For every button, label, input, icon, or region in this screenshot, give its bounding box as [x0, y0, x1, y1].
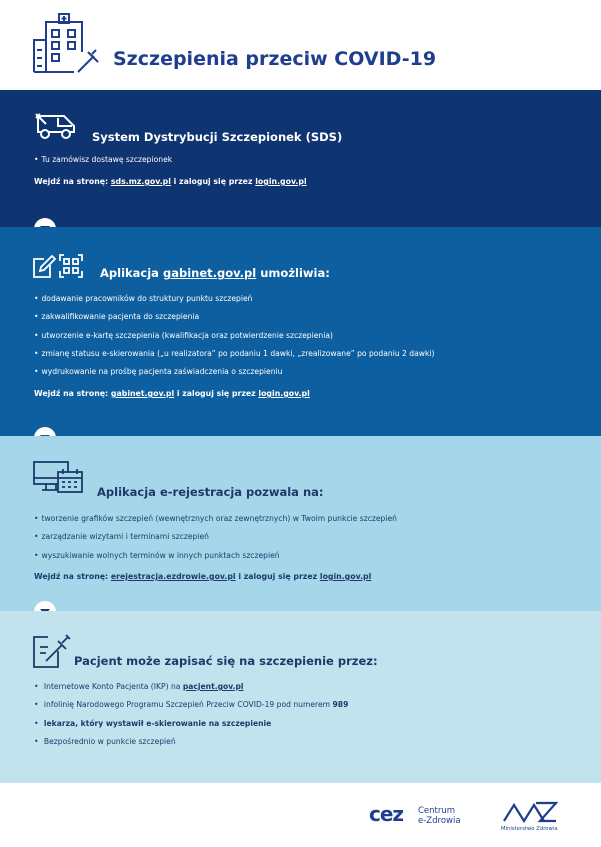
- cez-logo: cez: [369, 802, 404, 826]
- section-title: Aplikacja e-rejestracja pozwala na:: [97, 485, 324, 499]
- sds-list: [34, 154, 172, 172]
- visit-line: [34, 177, 307, 186]
- login-link[interactable]: login.gov.pl: [319, 572, 372, 581]
- monitor-calendar-icon: [32, 460, 86, 496]
- cez-line1: Centrum: [418, 806, 456, 816]
- gabinet-list: [34, 293, 434, 384]
- sds-link[interactable]: sds.mz.gov.pl: [110, 177, 171, 186]
- item-text: lekarza, który wystawił e-skierowanie na szczepienie: [43, 718, 272, 728]
- item-text: Bezpośrednio w punkcie szczepień: [43, 736, 176, 746]
- visit-middle: i zaloguj się przez: [173, 177, 253, 186]
- list-item: • zarządzanie wizytami i terminami szczepień: [34, 531, 397, 549]
- visit-prefix: Wejdź na stronę:: [34, 177, 109, 186]
- item-text: Internetowe Konto Pacjenta (IKP) na: [43, 682, 181, 691]
- list-item: • tworzenie grafików szczepień (wewnętrznych oraz zewnętrznych) w Twoim punkcie szczepień: [34, 513, 397, 531]
- visit-prefix: Wejdź na stronę:: [34, 572, 109, 581]
- list-item: [34, 718, 348, 736]
- gabinet-section: [0, 227, 601, 436]
- visit-prefix: Wejdź na stronę:: [34, 389, 109, 398]
- erejestracja-link[interactable]: erejestracja.ezdrowie.gov.pl: [110, 572, 236, 581]
- list-item: • zmianę statusu e-skierowania („u realizatora” po podaniu 1 dawki, „zrealizowane” po podaniu 2 dawki): [34, 348, 434, 366]
- list-item: [34, 681, 348, 699]
- visit-line: [34, 389, 310, 398]
- erejestracja-list: [34, 513, 397, 568]
- list-item: • utworzenie e-kartę szczepienia (kwalifikacja oraz potwierdzenie szczepienia): [34, 330, 434, 348]
- list-item: • wydrukowanie na prośbę pacjenta zaświadczenia o szczepieniu: [34, 366, 434, 384]
- visit-line: [34, 572, 371, 581]
- sds-section: [0, 90, 601, 227]
- visit-middle: i zaloguj się przez: [176, 389, 256, 398]
- erejestracja-section: [0, 436, 601, 611]
- gabinet-title-link[interactable]: gabinet.gov.pl: [162, 266, 257, 280]
- patient-list: [34, 681, 348, 754]
- list-item: • zakwalifikowanie pacjenta do szczepienia: [34, 311, 434, 329]
- section-title: System Dystrybucji Szczepionek (SDS): [92, 130, 343, 144]
- title-suffix: umożliwia:: [260, 266, 330, 280]
- page-title: Szczepienia przeciw COVID-19: [113, 48, 437, 70]
- form-syringe-icon: [32, 631, 72, 669]
- title-prefix: Aplikacja: [100, 266, 159, 280]
- hospital-syringe-icon: [32, 12, 102, 74]
- login-link[interactable]: login.gov.pl: [258, 389, 310, 398]
- pacjent-link[interactable]: pacjent.gov.pl: [182, 682, 244, 691]
- edit-qr-icon: [32, 253, 88, 279]
- section-title: [100, 266, 330, 280]
- ambulance-icon: [34, 112, 78, 142]
- list-item: • dodawanie pracowników do struktury punktu szczepień: [34, 293, 434, 311]
- gabinet-link[interactable]: gabinet.gov.pl: [110, 389, 175, 398]
- ministry-logo-icon: [502, 801, 558, 823]
- list-item: • wyszukiwanie wolnych terminów w innych punktach szczepień: [34, 550, 397, 568]
- cez-line2: e-Zdrowia: [418, 816, 461, 826]
- list-item: • Tu zamówisz dostawę szczepionek: [34, 154, 172, 172]
- hotline-number: 989: [332, 700, 349, 710]
- ministry-label: Ministerstwo Zdrowia: [501, 826, 558, 832]
- patient-section: [0, 611, 601, 783]
- item-text: infolinię Narodowego Programu Szczepień Przeciw COVID-19 pod numerem: [43, 700, 331, 710]
- visit-middle: i zaloguj się przez: [238, 572, 318, 581]
- login-link[interactable]: login.gov.pl: [255, 177, 307, 186]
- cez-name: [418, 806, 461, 826]
- list-item: [34, 699, 348, 717]
- list-item: [34, 736, 348, 754]
- header: [0, 0, 601, 90]
- section-title: Pacjent może zapisać się na szczepienie przez:: [74, 654, 378, 668]
